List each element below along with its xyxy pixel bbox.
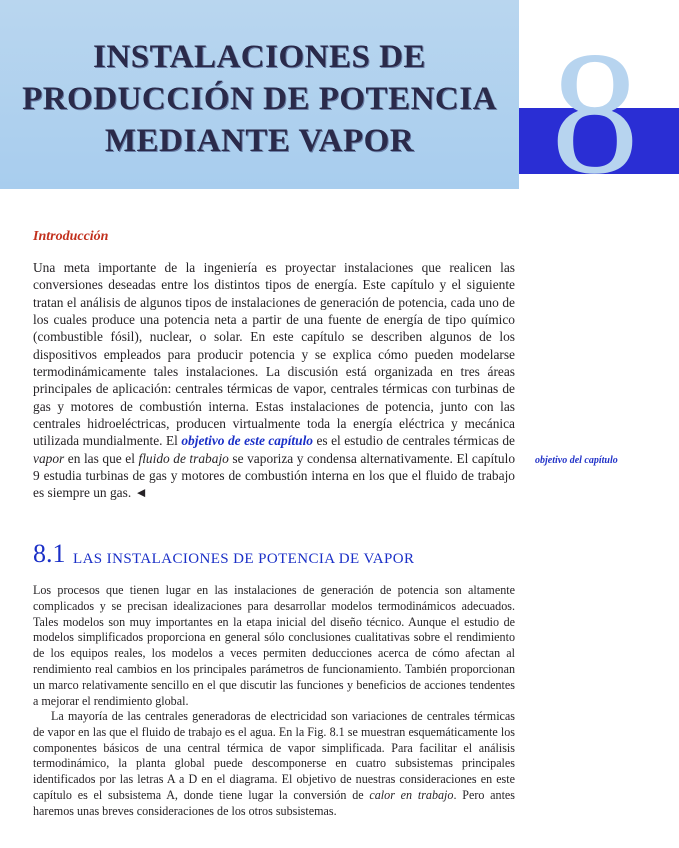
intro-text-d: se vaporiza y condensa alternativamente. El capítulo 9 estudia turbinas de gas y motores de combustión interna en los que el fluido de trabajo es siempre un gas. ◄	[33, 450, 516, 501]
chapter-title-line-2: PRODUCCIÓN DE POTENCIA	[22, 81, 497, 117]
section-p2-text-a: La mayoría de las centrales generadoras de electricidad son variaciones de centrales térmicas de vapor en las que el fluido de trabajo es el agua. En la Fig. 8.1 se muestran esquemáticamente los componentes básicos de una central térmica de vapor simplificada. Para facilitar el análisis termodinámico, la planta global puede descomponerse en cuatro subsistemas principales identificados por las letras A a D en el diagrama. El objetivo de nuestras consideraciones en este capítulo es el subsistema A, donde tiene lugar la conversión de	[33, 709, 515, 802]
intro-text-c: en las que el	[64, 450, 139, 466]
intro-text-b: es el estudio de centrales térmicas de	[313, 433, 515, 449]
section-title: LAS INSTALACIONES DE POTENCIA DE VAPOR	[73, 551, 415, 567]
chapter-title	[12, 36, 507, 162]
section-p2-italic: calor en trabajo	[369, 787, 454, 802]
section-number: 8.1	[33, 539, 66, 568]
intro-italic-vapor: vapor	[33, 450, 65, 466]
intro-heading: Introducción	[33, 229, 109, 244]
section-p2-text-b: . Pero antes haremos unas breves consideraciones de los otros subsistemas.	[33, 787, 516, 818]
section-paragraph-2	[33, 709, 515, 820]
intro-paragraph	[33, 259, 515, 502]
margin-note: objetivo del capítulo	[535, 455, 618, 466]
title-panel	[0, 0, 519, 189]
chapter-title-line-1: INSTALACIONES DE	[93, 39, 426, 75]
chapter-title-line-3: MEDIANTE VAPOR	[104, 123, 415, 159]
intro-text-a: Una meta importante de la ingeniería es proyectar instalaciones que realicen las conversiones deseadas entre los distintos tipos de energía. Este capítulo y el siguiente tratan el análisis de algunos tipos de instalaciones de generación de potencia, cada uno de los cuales produce una potencia neta a partir de una fuente de energía de tipo químico (combustible fósil), nuclear, o solar. En este capítulo se describen algunos de los dispositivos empleados para producir potencia y se explica cómo pueden modelarse termodinámicamente tales instalaciones. La discusión está organizada en tres áreas principales de aplicación: centrales térmicas de vapor, centrales térmicas con turbinas de gas y motores de combustión interna. Estas instalaciones de potencia, junto con las centrales hidroeléctricas, producen virtualmente toda la energía eléctrica y mecánica utilizada mundialmente. El	[33, 260, 515, 449]
section-paragraph-1: Los procesos que tienen lugar en las instalaciones de generación de potencia son altamente complicados y se precisan idealizaciones para desarrollar modelos termodinámicos adecuados. Tales modelos son muy importantes en la etapa inicial del diseño técnico. Aunque el estudio de modelos simplificados proporciona en general sólo conclusiones cualitativas sobre el rendimiento de los equipos reales, los modelos a veces permiten deducciones acerca de cómo afectan al rendimiento real cambios en los principales parámetros de funcionamiento. También proporcionan un marco relativamente sencillo en el que discutir las funciones y beneficios de acciones tendentes a mejorar el rendimiento global.	[33, 583, 515, 708]
chapter-number: 8	[551, 16, 639, 211]
intro-highlight-objective: objetivo de este capítulo	[181, 433, 313, 449]
intro-italic-fluido: fluido de trabajo	[138, 450, 229, 466]
